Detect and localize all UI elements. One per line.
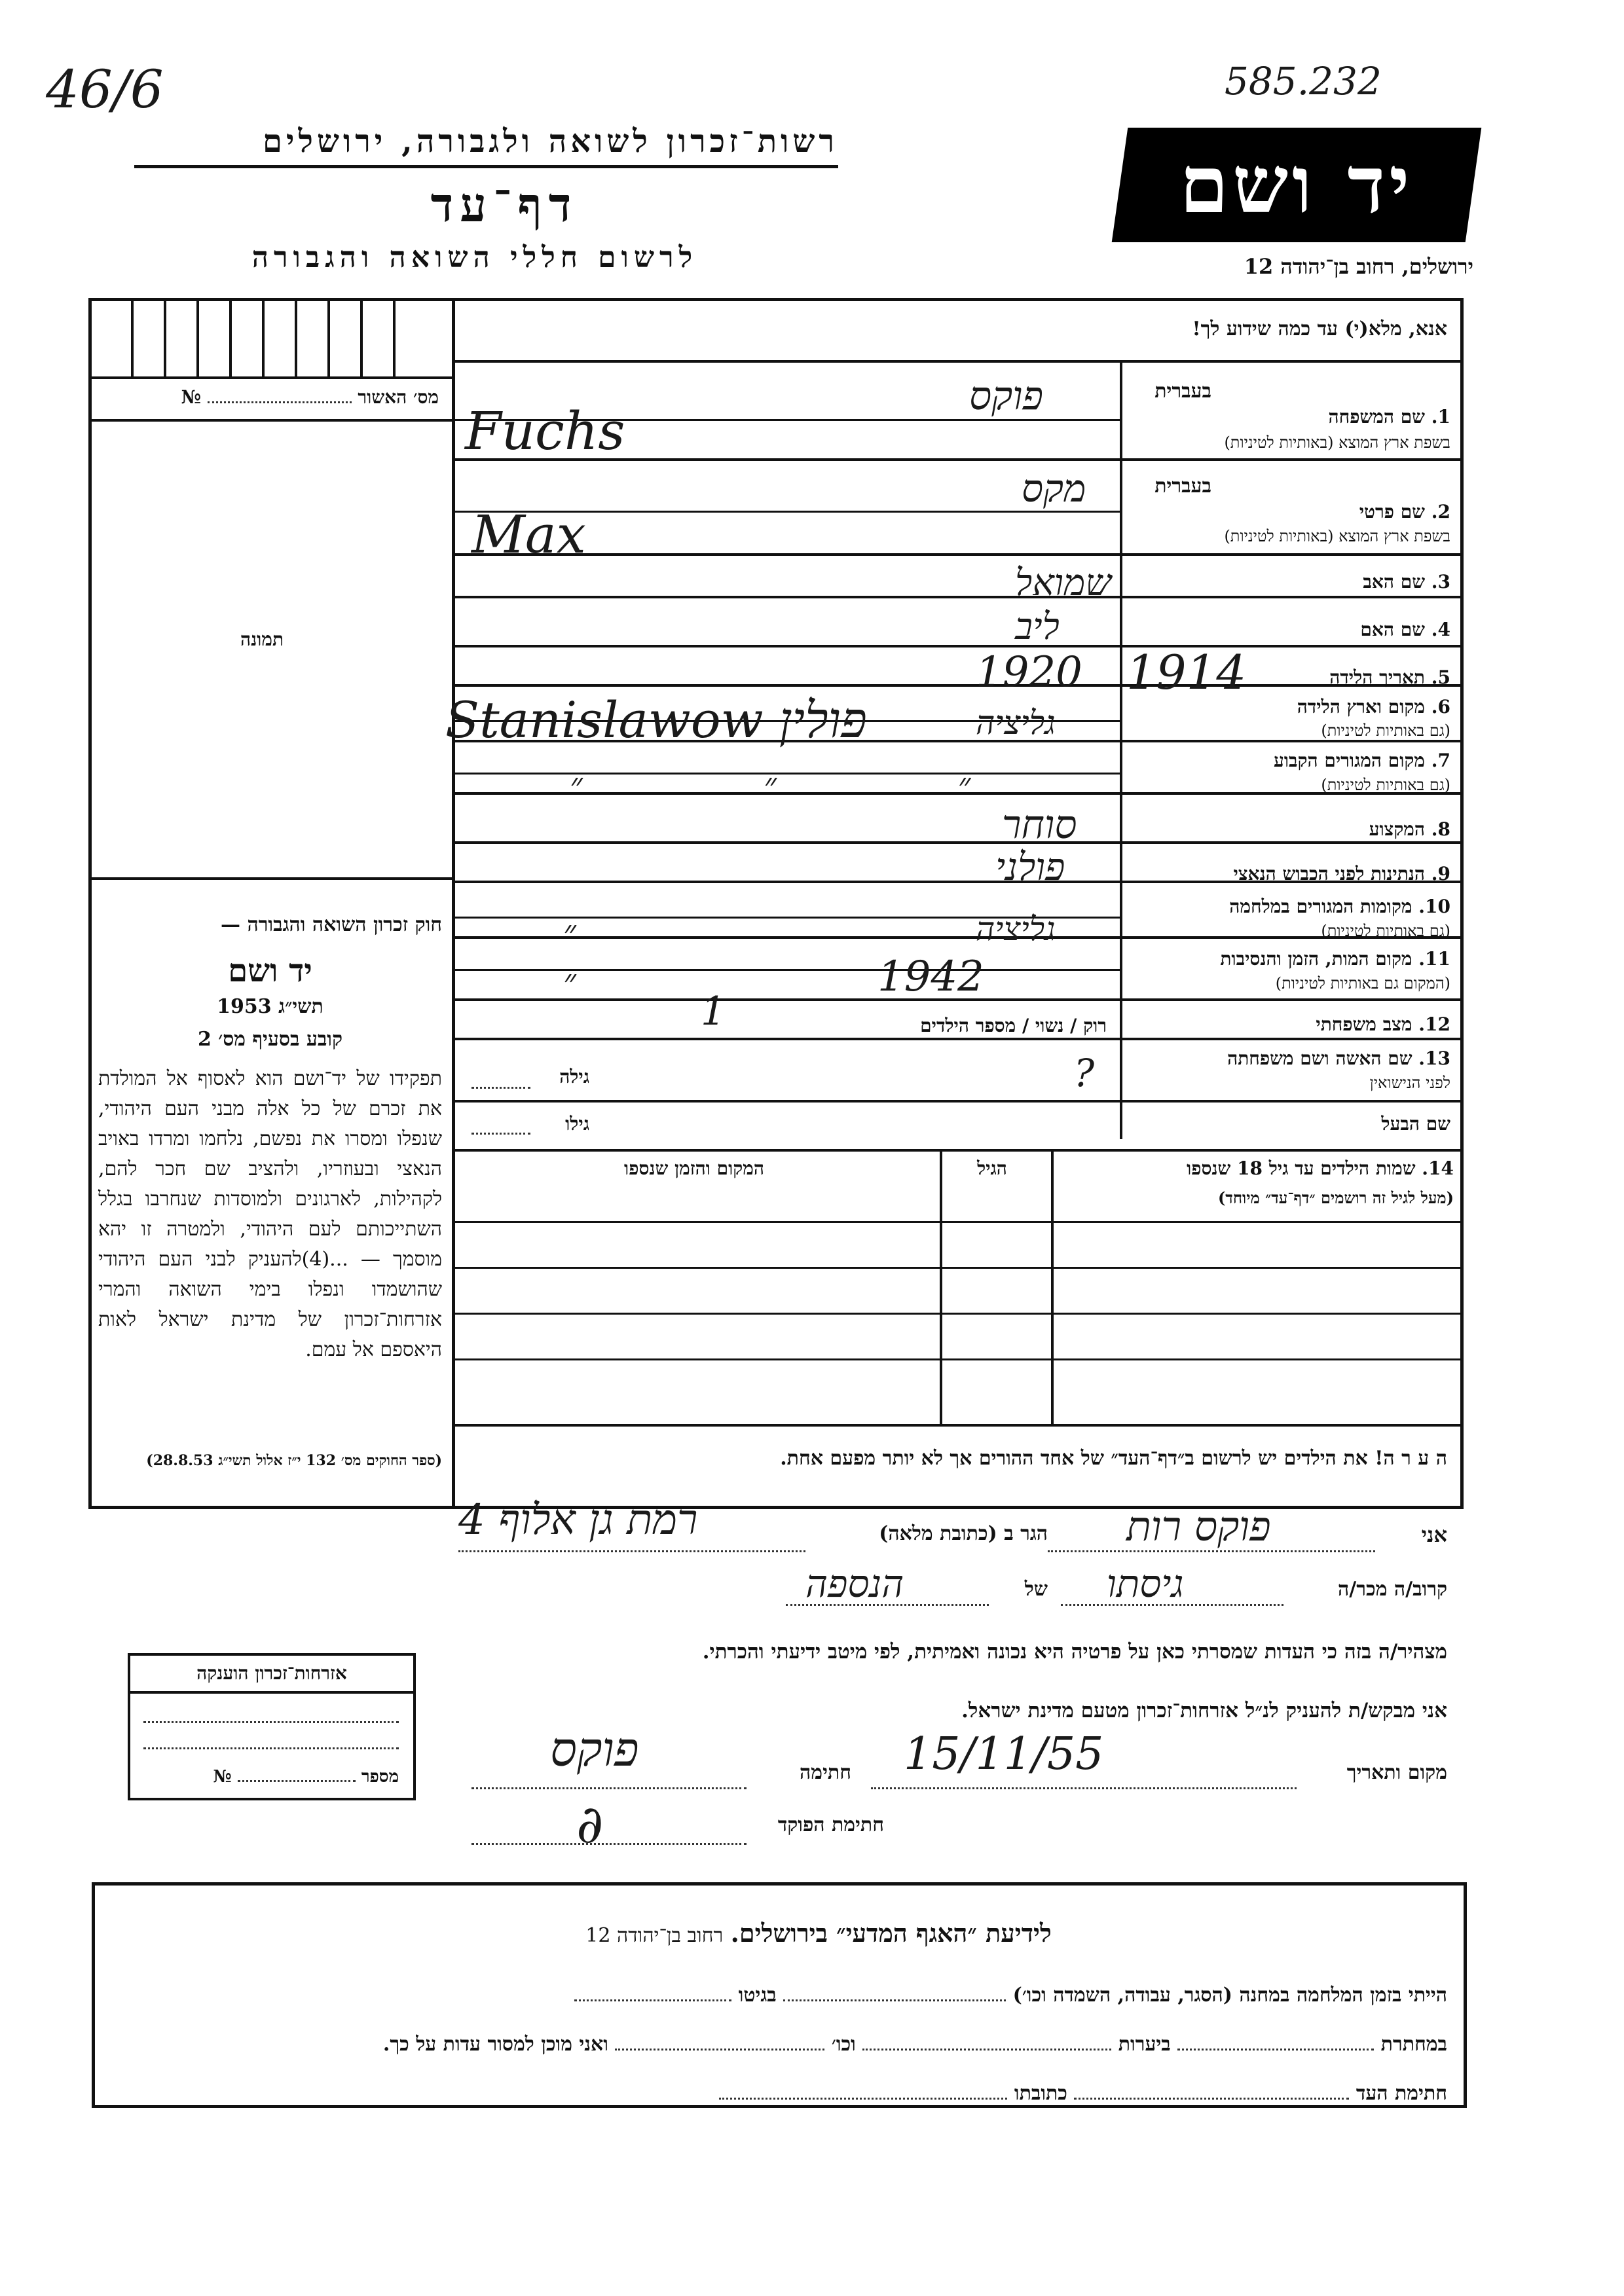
- citizenship-box: [128, 1653, 416, 1800]
- label-column-divider: [1120, 360, 1122, 1139]
- note-text: ה ע ר ה! את הילדים יש לרשום ב״דף־העד״ של אחד ההורים אך לא יותר מפעם אחת.: [780, 1447, 1447, 1470]
- science-title: לידיעת ״האגף המדעי״ בירושלים. רחוב בן־יהודה 12: [585, 1918, 1052, 1948]
- field-6-label: 6. מקום וארץ הלידה: [1297, 696, 1450, 718]
- authority-title: רשות־זכרון לשואה ולגבורה, ירושלים: [262, 123, 838, 160]
- decl-request: אני מבקש/ת להעניק לנ״ל אזרחות־זכרון מטעם מדינת ישראל.: [961, 1699, 1447, 1722]
- husband-age-label: גילו: [565, 1113, 589, 1135]
- field-6-value: Stanislawow פולין: [445, 691, 867, 749]
- field-9-value: פולני: [995, 845, 1065, 889]
- decl-statement: מצהיר/ה בזה כי העדות שמסרתי כאן על פרטיה היא נכונה ואמיתית, לפי מיטב ידיעתי והכרתי.: [702, 1640, 1447, 1664]
- decl-relation-of-line: [786, 1604, 989, 1606]
- children-sub: (מעל לגיל זה רושמים ״דף־עד״ מיוחד): [1217, 1188, 1454, 1207]
- authority-underline: [134, 165, 838, 168]
- citizenship-box-number: מספר №: [213, 1767, 399, 1787]
- citizenship-line-1: [143, 1721, 399, 1723]
- field-11-sub: (המקום גם באותיות לטיניות): [1275, 974, 1450, 993]
- field-1-hebrew-value: פוקס: [969, 373, 1044, 419]
- husband-name-label: שם הבעל: [1381, 1113, 1450, 1135]
- children-age-header: הגיל: [977, 1157, 1007, 1179]
- decl-relative-label: קרוב/ה מכר/ה: [1338, 1578, 1447, 1601]
- field-1-latin-value: Fuchs: [465, 401, 625, 462]
- science-line-2: במחתרת ביערות וכו׳ ואני מוכן למסור עדות על כך.: [382, 2033, 1447, 2056]
- decl-witness-name: פוקס רות: [1126, 1503, 1271, 1550]
- field-2-label: 2. שם פרטי: [1359, 501, 1450, 522]
- field-1-sub: בשפת ארץ המוצא (באותיות לטיניות): [1224, 433, 1450, 452]
- field-8-value: סוחר: [1002, 802, 1077, 848]
- science-left-border: [92, 1882, 95, 2105]
- margin-note-top-right: 585.232: [1225, 59, 1382, 103]
- decl-place-date: 15/11/55: [904, 1728, 1104, 1780]
- science-line-1: הייתי בזמן המלחמה במחנה (הסגר, עבודה, השמדה וכו׳) בגיטו: [393, 1984, 1447, 2007]
- field-1-in-hebrew: בעברית: [1154, 380, 1211, 403]
- law-text: תפקידו של יד־ושם הוא לאסוף אל המולדת את זכרם של כל אלה מבני העם היהודי, שנפלו ומסרו את נפשם, נלחמו ומרדו באויב הנאצי ובעוזריו, ולהציב שם חכר להם, לקהילות, לארגונים ולמוסדות שנחרבו בגלל השתייכותם לעם היהודי, ולמטרה זו יהא מוסמך — ...(4)להעניק לבני העם היהודי שהושמדו ונפלו בימי השואה והמרי אזרחות־זכרון של מדינת ישראל לאות היאספם אל עמם.: [98, 1067, 443, 1361]
- science-line-3: חתימת העד כתובתו: [393, 2082, 1447, 2105]
- field-10-label: 10. מקומות המגורים במלחמה: [1229, 896, 1450, 917]
- field-5-value-2: 1920: [976, 648, 1082, 697]
- yad-vashem-logo: יד ושם: [1112, 128, 1482, 242]
- tick-boxes: [92, 301, 452, 379]
- decl-officer-label: חתימת הפוקד: [777, 1813, 884, 1836]
- decl-address: רמת גן אלוף 4: [458, 1496, 698, 1544]
- decl-place-date-label: מקום ותאריך: [1346, 1761, 1447, 1784]
- field-11-value-2: 1942: [877, 953, 984, 1001]
- field-2-sub: בשפת ארץ המוצא (באותיות לטיניות): [1224, 527, 1450, 545]
- field-2-in-hebrew: בעברית: [1154, 475, 1211, 498]
- decl-relation-of: הנספה: [805, 1561, 904, 1606]
- husband-age-line: [471, 1133, 530, 1135]
- decl-name-line: [1048, 1550, 1375, 1552]
- photo-box-bottom: [92, 877, 452, 880]
- field-12-options: רוק / נשוי / מספר הילדים: [920, 1015, 1107, 1036]
- field-3-label: 3. שם האב: [1363, 571, 1450, 592]
- decl-signature: פוקס: [550, 1722, 639, 1777]
- field-10-sub: (גם באותיות לטיניות): [1321, 922, 1450, 940]
- field-10-value: ״: [563, 913, 576, 953]
- decl-relation-line: [1061, 1604, 1283, 1606]
- law-year: תשי״ג 1953: [217, 995, 323, 1018]
- field-7-value: ״ ״ ״: [570, 766, 971, 805]
- decl-officer-line: [471, 1843, 747, 1845]
- field-7-label: 7. מקום המגורים הקבוע: [1274, 750, 1450, 771]
- children-row-1: [455, 1267, 1464, 1269]
- children-col-div-2: [940, 1149, 942, 1424]
- field-1-label: 1. שם המשפחה: [1328, 406, 1450, 428]
- instruction-text: אנא, מלא(י) עד כמה שידוע לך!: [1192, 318, 1447, 340]
- children-row-3: [455, 1358, 1464, 1360]
- field-4-value: ליב: [1015, 606, 1060, 648]
- approval-number-label: מס׳ האשור №: [181, 386, 439, 408]
- children-label: 14. שמות הילדים עד גיל 18 שנספו: [1187, 1157, 1454, 1179]
- approval-underline: [92, 419, 452, 422]
- field-5-value: 1914: [1126, 645, 1247, 700]
- science-right-border: [1464, 1882, 1467, 2105]
- law-name: יד ושם: [228, 953, 312, 989]
- field-6-sub: (גם באותיות לטיניות): [1321, 721, 1450, 740]
- science-top-border: [92, 1882, 1467, 1886]
- field-2-hebrew-value: מקס: [1022, 466, 1086, 511]
- form-row-line: [455, 645, 1464, 647]
- field-13-age-label: גילה: [559, 1066, 589, 1087]
- decl-relation: גיסתו: [1107, 1561, 1184, 1606]
- field-13-sub: לפני הנישואין: [1369, 1074, 1450, 1092]
- decl-resides-label: הגר ב (כתובת מלאה): [879, 1522, 1048, 1545]
- header-address: ירושלים, רחוב בן־יהודה 12: [1244, 254, 1473, 279]
- field-12-label: 12. מצב משפחתי: [1316, 1013, 1450, 1035]
- form-row-line: [455, 1100, 1464, 1102]
- field-10-value-2: גליציה: [976, 910, 1056, 948]
- law-reference: (ספר החוקים מס׳ 132 י״ז אלול תשי״ג 28.8.53): [146, 1452, 442, 1469]
- children-row-2: [455, 1313, 1464, 1315]
- field-11-label: 11. מקום המות, הזמן והנסיבות: [1220, 948, 1450, 970]
- form-subrow-line: [455, 969, 1120, 971]
- decl-place-date-line: [871, 1787, 1297, 1789]
- photo-label: תמונה: [240, 629, 284, 650]
- law-title: חוק זכרון השואה והגבורה —: [221, 913, 442, 936]
- field-11-value: ״: [563, 962, 576, 1002]
- children-header-bottom: [455, 1221, 1464, 1223]
- decl-i-label: אני: [1421, 1522, 1447, 1547]
- field-2-latin-value: Max: [471, 504, 586, 565]
- children-bottom-border: [455, 1424, 1464, 1427]
- decl-signature-label: חתימה: [800, 1761, 851, 1784]
- law-clause: קובע בסעיף מס׳ 2: [197, 1028, 343, 1051]
- form-row-line: [455, 841, 1464, 844]
- citizenship-box-title: אזרחות־זכרון הוענקה: [130, 1656, 413, 1694]
- field-6-value-2: גליציה: [976, 704, 1056, 742]
- form-row-line: [455, 596, 1464, 598]
- decl-of-label: של: [1024, 1578, 1048, 1601]
- children-place-header: המקום והזמן שנספו: [624, 1157, 764, 1179]
- science-bottom-border: [92, 2105, 1467, 2108]
- field-13-label: 13. שם האשה ושם משפחתה: [1227, 1048, 1450, 1069]
- field-4-label: 4. שם האם: [1360, 619, 1450, 640]
- form-row-line: [455, 1038, 1464, 1040]
- decl-officer-signature-mark: ∂: [576, 1794, 604, 1855]
- field-13-age-line: [471, 1087, 530, 1089]
- field-13-value: ?: [1074, 1051, 1095, 1095]
- form-row-line: [455, 553, 1464, 556]
- instruction-underline: [455, 360, 1464, 363]
- left-column-divider: [452, 298, 455, 1509]
- field-7-sub: (גם באותיות לטיניות): [1321, 776, 1450, 794]
- field-5-label: 5. תאריך הלידה: [1329, 666, 1450, 688]
- children-top-border: [455, 1149, 1464, 1152]
- field-3-value: שמואל: [1015, 562, 1111, 604]
- margin-note-top-left: 46/6: [46, 59, 164, 120]
- field-8-label: 8. המקצוע: [1369, 818, 1450, 840]
- decl-address-line: [458, 1550, 805, 1552]
- form-subtitle: לרשום חללי השואה והגבורה: [251, 241, 698, 274]
- form-title: דף־עד: [430, 177, 578, 232]
- citizenship-line-2: [143, 1747, 399, 1749]
- children-col-div-1: [1051, 1149, 1054, 1424]
- decl-signature-line: [471, 1787, 747, 1789]
- field-12-value: 1: [701, 989, 726, 1034]
- field-9-label: 9. הנתינות לפני הכבוש הנאצי: [1233, 863, 1450, 884]
